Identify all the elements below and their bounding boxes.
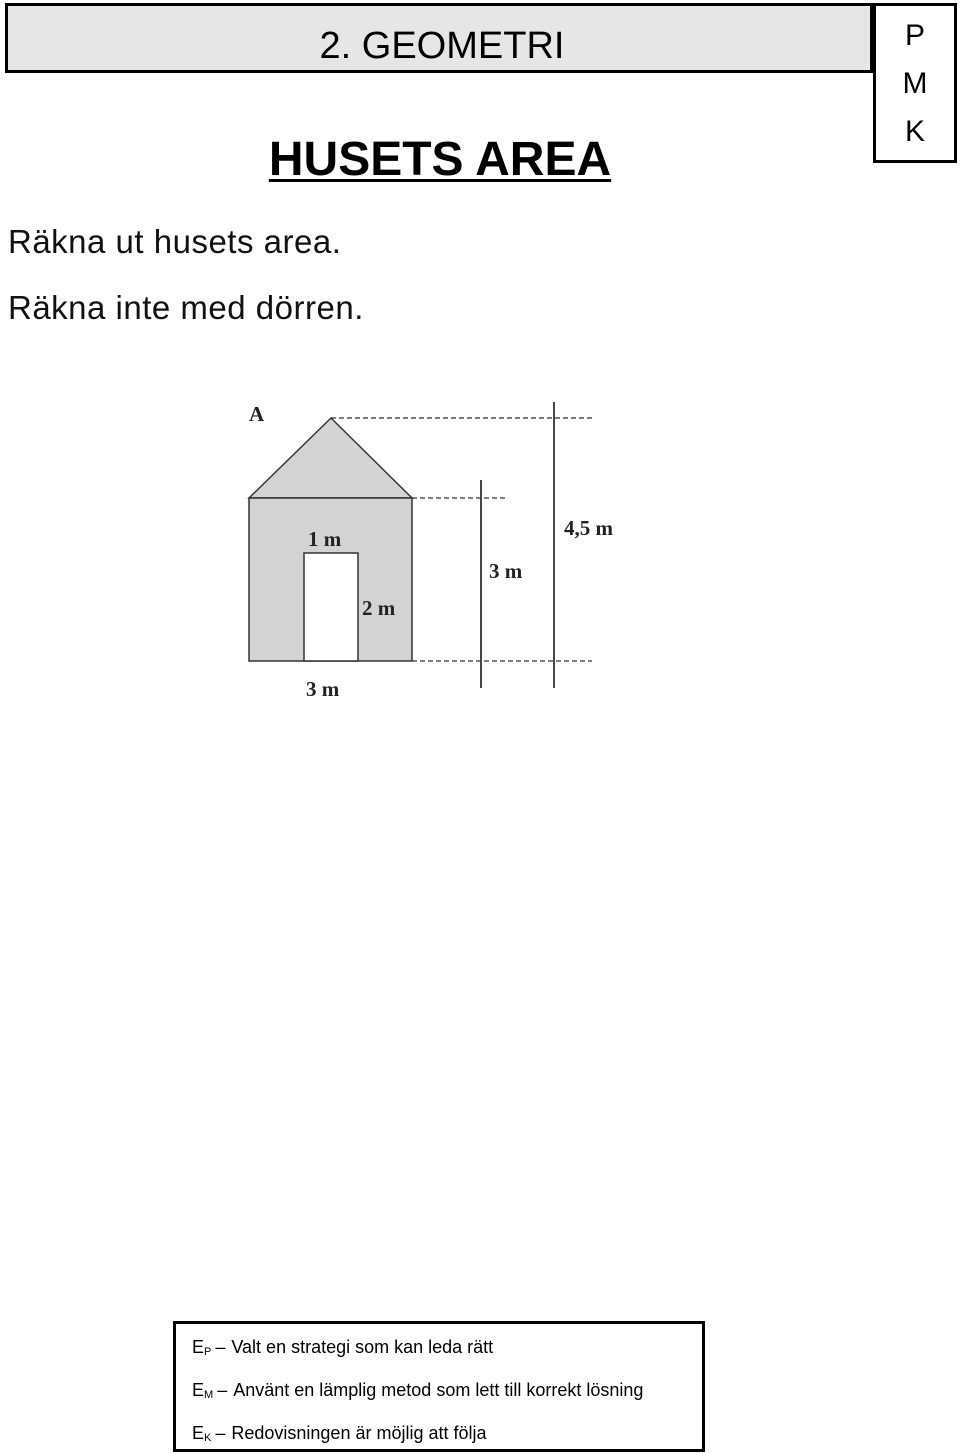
- section-title: 2. GEOMETRI: [319, 25, 565, 67]
- criterion-text: Använt en lämplig metod som lett till korrekt lösning: [233, 1380, 644, 1400]
- pmk-box: [873, 3, 957, 163]
- pmk-letter-m: M: [902, 67, 928, 100]
- pmk-letter-p: P: [904, 19, 925, 52]
- criteria-box: [173, 1321, 705, 1452]
- pmk-letter-k: K: [904, 115, 925, 148]
- criterion-text: Valt en strategi som kan leda rätt: [231, 1337, 494, 1357]
- instruction-1: Räkna ut husets area.: [8, 223, 342, 260]
- instruction-2: Räkna inte med dörren.: [8, 289, 364, 326]
- header-bar: [5, 3, 873, 73]
- criterion-p: [192, 1336, 493, 1363]
- door-height-label: 2 m: [362, 596, 396, 620]
- criterion-dash: –: [215, 1423, 226, 1443]
- house-figure: [244, 388, 644, 708]
- base-width-label: 3 m: [306, 677, 340, 701]
- page-title-text: HUSETS AREA: [268, 133, 612, 186]
- corner-label: A: [249, 402, 265, 426]
- criterion-sub: P: [204, 1346, 212, 1358]
- criterion-k: [192, 1422, 487, 1449]
- house-roof: [249, 418, 412, 498]
- criterion-text: Redovisningen är möjlig att följa: [231, 1423, 487, 1443]
- criterion-letter: E: [192, 1423, 205, 1443]
- page-title: [0, 132, 880, 188]
- criterion-letter: E: [192, 1337, 205, 1357]
- criterion-sub: M: [204, 1389, 214, 1401]
- criterion-dash: –: [217, 1380, 228, 1400]
- house-diagram: [244, 388, 644, 708]
- wall-height-label: 3 m: [489, 559, 523, 583]
- criterion-letter: E: [192, 1380, 205, 1400]
- total-height-label: 4,5 m: [564, 516, 613, 540]
- door-width-label: 1 m: [308, 527, 342, 551]
- criterion-sub: K: [204, 1432, 212, 1444]
- criterion-dash: –: [215, 1337, 226, 1357]
- house-door: [304, 553, 358, 661]
- criterion-m: [192, 1379, 643, 1406]
